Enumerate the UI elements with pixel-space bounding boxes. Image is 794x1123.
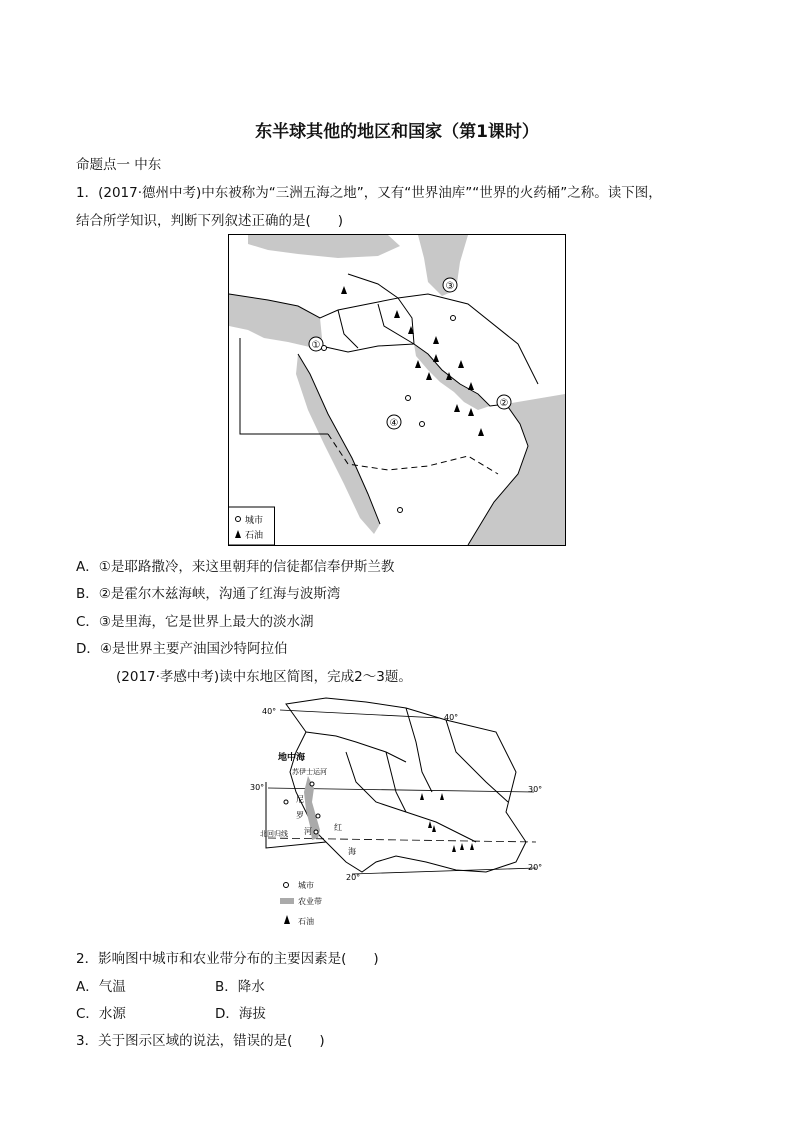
legend-oil-label: 石油	[298, 917, 314, 926]
legend-city-label: 城市	[298, 881, 314, 890]
label-red-1: 红	[334, 823, 342, 832]
lat-label-40-left: 40°	[262, 707, 277, 716]
legend-oil-label: 石油	[245, 531, 264, 541]
lat-label-30-right: 30°	[528, 785, 543, 794]
city-icon	[310, 782, 314, 786]
label-nile-1: 尼	[296, 795, 304, 804]
q2-3-intro: (2017·孝感中考)读中东地区简图，完成2～3题。	[116, 669, 412, 685]
q1-option-b: B．②是霍尔木兹海峡，沟通了红海与波斯湾	[76, 586, 341, 602]
oil-icon	[452, 845, 456, 852]
q1-option-d: D．④是世界主要产油国沙特阿拉伯	[76, 641, 288, 657]
q2-option-b: B．降水	[215, 979, 265, 995]
lat-label-30-left: 30°	[250, 783, 265, 792]
legend-farm-label: 农业带	[298, 897, 322, 906]
city-icon	[398, 508, 403, 513]
city-icon	[284, 800, 288, 804]
oil-icon	[432, 825, 436, 832]
legend-oil-icon	[284, 915, 290, 924]
label-nile-3: 河	[304, 827, 312, 836]
page-title: 东半球其他的地区和国家（第1课时）	[255, 122, 539, 142]
q2-option-a: A．气温	[76, 979, 126, 995]
city-icon	[451, 316, 456, 321]
marker-3	[443, 278, 457, 292]
city-icon	[314, 830, 318, 834]
q2-option-d: D．海拔	[215, 1006, 266, 1022]
q2-option-c: C．水源	[76, 1006, 126, 1022]
q1-stem-line1: 1．(2017·德州中考)中东被称为“三洲五海之地”，又有“世界油库”“世界的火药桶”之称。读下图，	[76, 185, 662, 201]
middle-east-map-2	[246, 692, 554, 938]
city-icon	[316, 814, 320, 818]
q1-stem-line2: 结合所学知识，判断下列叙述正确的是( )	[76, 213, 344, 229]
q1-option-a: A．①是耶路撒冷，来这里朝拜的信徒都信奉伊斯兰教	[76, 559, 395, 575]
oil-icon	[420, 793, 424, 800]
legend-city-label: 城市	[245, 516, 264, 526]
city-icon	[420, 422, 425, 427]
legend-city-icon	[284, 883, 289, 888]
marker-2	[497, 395, 511, 409]
marker-1	[309, 337, 323, 351]
lat-label-20-left: 20°	[346, 873, 361, 882]
svg-text:④: ④	[389, 418, 399, 429]
lat-label-20-right: 20°	[528, 863, 543, 872]
label-nile-2: 罗	[296, 811, 304, 820]
oil-icon	[440, 793, 444, 800]
oil-icon	[470, 843, 474, 850]
section-heading: 命题点一 中东	[76, 157, 162, 173]
label-tropic-cancer: 北回归线	[260, 830, 288, 838]
label-mediterranean: 地中海	[278, 753, 306, 763]
lat-label-40-right: 40°	[444, 713, 459, 722]
svg-text:②: ②	[499, 398, 509, 409]
marker-4	[387, 415, 401, 429]
legend-city-icon	[236, 517, 241, 522]
city-icon	[322, 346, 327, 351]
q2-stem: 2．影响图中城市和农业带分布的主要因素是( )	[76, 951, 379, 967]
city-icon	[406, 396, 411, 401]
oil-icon	[460, 843, 464, 850]
q1-option-c: C．③是里海，它是世界上最大的淡水湖	[76, 614, 314, 630]
svg-text:①: ①	[311, 340, 321, 351]
middle-east-map-1	[228, 234, 566, 546]
label-red-2: 海	[348, 847, 356, 856]
oil-icon	[428, 821, 432, 828]
q3-stem: 3．关于图示区域的说法，错误的是( )	[76, 1033, 325, 1049]
label-suez-canal: 苏伊士运河	[292, 768, 327, 776]
svg-text:③: ③	[445, 281, 455, 292]
legend-farm-swatch	[280, 898, 294, 904]
